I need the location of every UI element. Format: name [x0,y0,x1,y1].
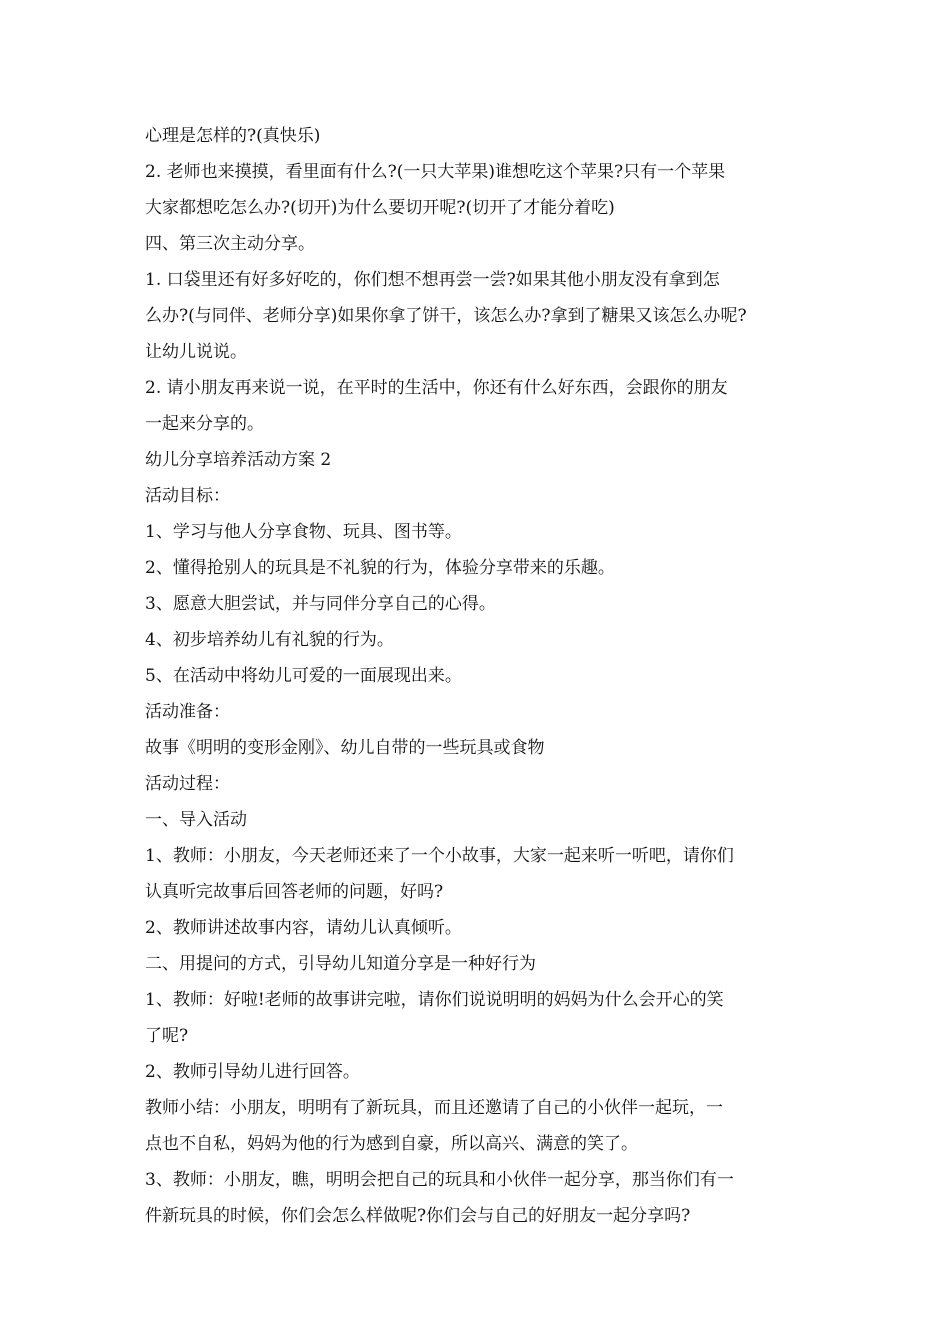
text-line: 让幼儿说说。 [145,342,247,362]
list-item: 3、愿意大胆尝试，并与同伴分享自己的心得。 [145,594,496,614]
document-title: 幼儿分享培养活动方案 2 [145,450,332,470]
text-line: 了呢? [145,1026,189,1046]
list-item: 3、教师：小朋友，瞧，明明会把自己的玩具和小伙伴一起分享，那当你们有一 [145,1170,734,1190]
list-item: 2、教师引导幼儿进行回答。 [145,1062,360,1082]
list-item: 1、学习与他人分享食物、玩具、图书等。 [145,522,462,542]
text-line: 认真听完故事后回答老师的问题，好吗? [145,882,444,902]
list-item: 2、懂得抢别人的玩具是不礼貌的行为，体验分享带来的乐趣。 [145,558,615,578]
text-line: 大家都想吃怎么办?(切开)为什么要切开呢?(切开了才能分着吃) [145,198,615,218]
text-line: 1. 口袋里还有好多好吃的，你们想不想再尝一尝?如果其他小朋友没有拿到怎 [145,270,720,290]
text-line: 点也不自私，妈妈为他的行为感到自豪，所以高兴、满意的笑了。 [145,1134,638,1154]
section-heading: 活动过程： [145,774,230,794]
list-item: 4、初步培养幼儿有礼貌的行为。 [145,630,394,650]
text-line: 件新玩具的时候，你们会怎么样做呢?你们会与自己的好朋友一起分享吗? [145,1206,691,1226]
section-heading: 一、导入活动 [145,810,247,830]
document-body [145,118,815,1234]
list-item: 1、教师：小朋友，今天老师还来了一个小故事，大家一起来听一听吧，请你们 [145,846,734,866]
section-heading: 四、第三次主动分享。 [145,234,315,254]
text-line: 教师小结：小朋友，明明有了新玩具，而且还邀请了自己的小伙伴一起玩，一 [145,1098,723,1118]
list-item: 1、教师：好啦!老师的故事讲完啦，请你们说说明明的妈妈为什么会开心的笑 [145,990,724,1010]
text-line: 2. 老师也来摸摸，看里面有什么?(一只大苹果)谁想吃这个苹果?只有一个苹果 [145,162,726,182]
text-line: 一起来分享的。 [145,414,264,434]
text-line: 么办?(与同伴、老师分享)如果你拿了饼干，该怎么办?拿到了糖果又该怎么办呢? [145,306,747,326]
list-item: 5、在活动中将幼儿可爱的一面展现出来。 [145,666,462,686]
section-heading: 二、用提问的方式，引导幼儿知道分享是一种好行为 [145,954,536,974]
section-heading: 活动准备： [145,702,230,722]
list-item: 2、教师讲述故事内容，请幼儿认真倾听。 [145,918,462,938]
section-heading: 活动目标： [145,486,230,506]
text-line: 心理是怎样的?(真快乐) [145,126,321,146]
text-line: 故事《明明的变形金刚》、幼儿自带的一些玩具或食物 [145,738,545,758]
text-line: 2. 请小朋友再来说一说，在平时的生活中，你还有什么好东西，会跟你的朋友 [145,378,728,398]
